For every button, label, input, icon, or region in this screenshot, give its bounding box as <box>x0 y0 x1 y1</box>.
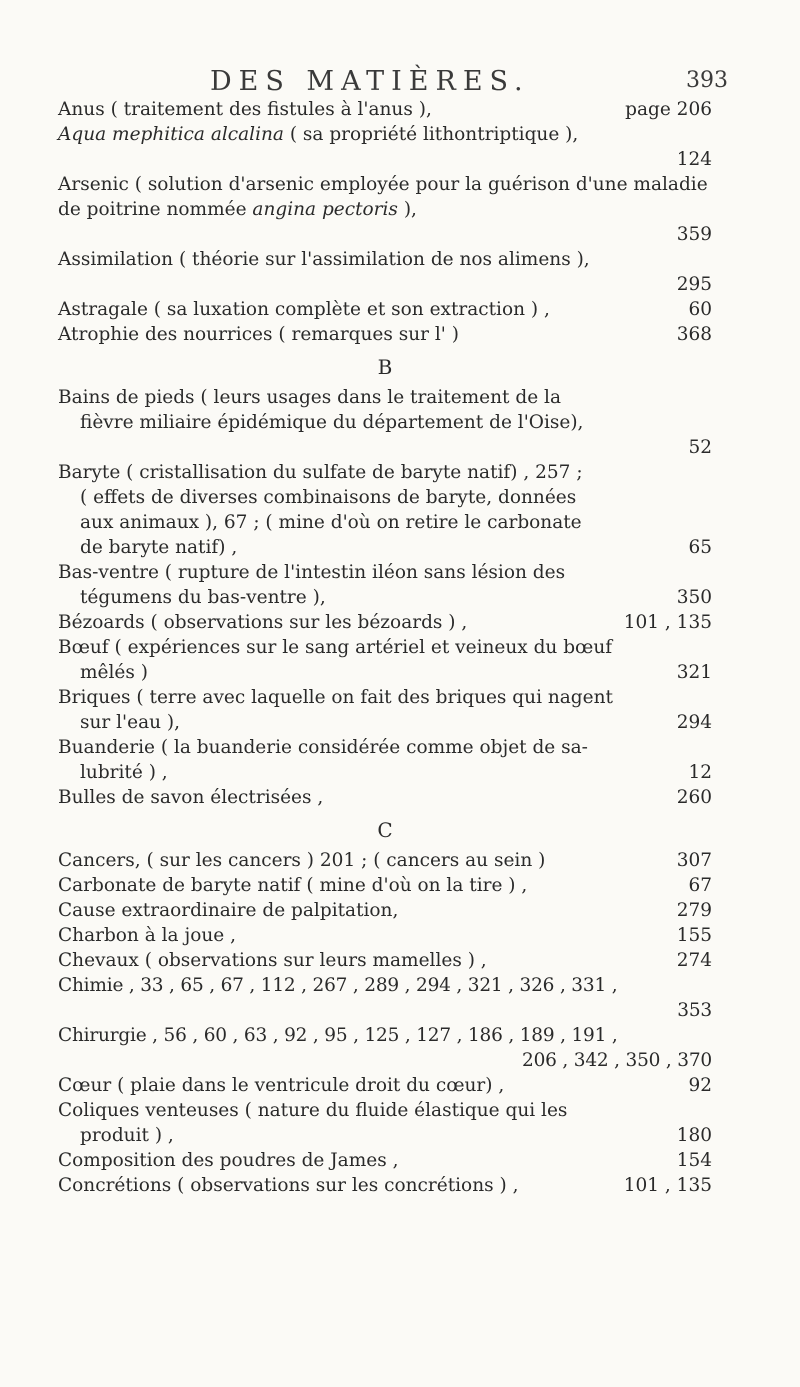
entry-line: ( effets de diverses combinaisons de baryte, données <box>80 487 577 508</box>
index-entry <box>58 735 712 785</box>
entry-ref: 279 <box>676 900 712 921</box>
index-entry <box>58 848 712 873</box>
index-entry <box>58 685 712 735</box>
index-entry <box>58 873 712 898</box>
entry-line: Composition des poudres de James , <box>58 1150 399 1171</box>
entry-ref: 206 , 342 , 350 , 370 <box>522 1050 712 1071</box>
entry-line: 350 tégumens du bas-ventre ), <box>80 587 712 608</box>
entry-line: Concrétions ( observations sur les concrétions ) , <box>58 1175 519 1196</box>
entry-ref: 359 <box>676 224 712 245</box>
entry-ref: 321 <box>676 662 712 683</box>
entry-line: 180 produit ) , <box>80 1125 712 1146</box>
entry-line: aux animaux ), 67 ; ( mine d'où on retire le carbonate <box>80 512 582 533</box>
entry-ref: 12 <box>688 762 712 783</box>
entry-line: Bas-ventre ( rupture de l'intestin iléon sans lésion des <box>58 562 566 583</box>
entry-text: ( sa propriété lithontriptique ), <box>283 124 579 145</box>
section-letter-c: C <box>377 818 393 842</box>
entry-ref: 368 <box>676 324 712 345</box>
entry-line: Cause extraordinaire de palpitation, <box>58 900 399 921</box>
index-entry <box>58 122 712 172</box>
entry-ref: 274 <box>676 950 712 971</box>
entry-ref: 92 <box>688 1075 712 1096</box>
entry-ref: 260 <box>676 787 712 808</box>
entry-ref: 294 <box>676 712 712 733</box>
entry-line: Bézoards ( observations sur les bézoards ) , <box>58 612 468 633</box>
entry-line: Briques ( terre avec laquelle on fait des briques qui nagent <box>58 687 613 708</box>
entry-line: Charbon à la joue , <box>58 925 236 946</box>
entry-line: Chirurgie , 56 , 60 , 63 , 92 , 95 , 125 , 127 , 186 , 189 , 191 , <box>58 1025 618 1046</box>
entry-italic: Aqua mephitica alcalina <box>58 124 284 145</box>
index-entry <box>58 385 712 460</box>
index-entry <box>58 785 712 810</box>
page-number: 393 <box>686 68 728 93</box>
index-entry <box>58 1148 712 1173</box>
entry-line: Chimie , 33 , 65 , 67 , 112 , 267 , 289 , 294 , 321 , 326 , 331 , <box>58 975 618 996</box>
entry-text: Astragale ( sa luxation complète et son extraction ) , <box>58 299 550 320</box>
index-entry <box>58 610 712 635</box>
entry-line: 294 sur l'eau ), <box>80 712 712 733</box>
entry-ref: 65 <box>688 537 712 558</box>
entry-ref: 155 <box>676 925 712 946</box>
entry-line: Bœuf ( expériences sur le sang artériel et veineux du bœuf <box>58 637 613 658</box>
entry-text: Anus ( traitement des fistules à l'anus ), <box>58 99 432 120</box>
index-entry <box>58 1073 712 1098</box>
entry-ref: 67 <box>688 875 712 896</box>
index-entry <box>58 948 712 973</box>
entry-line: 12 lubrité ) , <box>80 762 712 783</box>
index-entry <box>58 97 712 122</box>
running-header <box>210 66 728 97</box>
entry-text: Assimilation ( théorie sur l'assimilation de nos alimens ), <box>58 249 590 270</box>
entry-ref: 180 <box>676 1125 712 1146</box>
entry-line: Carbonate de baryte natif ( mine d'où on la tire ) , <box>58 875 528 896</box>
index-entry <box>58 898 712 923</box>
entry-ref: 350 <box>676 587 712 608</box>
entry-ref: 295 <box>676 274 712 295</box>
entry-text: Arsenic ( solution d'arsenic employée pour la guérison d'une maladie de poitrine nommée <box>58 174 708 220</box>
entry-ref: page 206 <box>625 99 712 120</box>
index-entry <box>58 1023 712 1073</box>
index-entries <box>58 97 712 1198</box>
entry-text: ), <box>397 199 417 220</box>
index-entry <box>58 1173 712 1198</box>
entry-line: fièvre miliaire épidémique du département de l'Oise), <box>80 412 584 433</box>
index-entry <box>58 247 712 297</box>
entry-line: Cancers, ( sur les cancers ) 201 ; ( cancers au sein ) <box>58 850 546 871</box>
entry-line: Baryte ( cristallisation du sulfate de baryte natif) , 257 ; <box>58 462 583 483</box>
entry-line: 321 mêlés ) <box>80 662 712 683</box>
entry-line: Cœur ( plaie dans le ventricule droit du cœur) , <box>58 1075 505 1096</box>
index-entry <box>58 460 712 560</box>
entry-text: Atrophie des nourrices ( remarques sur l' ) <box>58 324 459 345</box>
entry-line: Bains de pieds ( leurs usages dans le traitement de la <box>58 387 561 408</box>
entry-ref: 60 <box>688 299 712 320</box>
index-entry <box>58 635 712 685</box>
entry-line: Bulles de savon électrisées , <box>58 787 324 808</box>
entry-line: Chevaux ( observations sur leurs mamelles ) , <box>58 950 487 971</box>
entry-ref: 307 <box>676 850 712 871</box>
index-entry <box>58 973 712 1023</box>
index-entry <box>58 322 712 347</box>
entry-italic: angina pectoris <box>252 199 398 220</box>
section-letter-b: B <box>377 355 393 379</box>
entry-line: 65 de baryte natif) , <box>80 537 712 558</box>
index-entry <box>58 560 712 610</box>
index-entry <box>58 172 712 247</box>
entry-ref: 101 , 135 <box>623 612 712 633</box>
entry-line: Coliques venteuses ( nature du fluide élastique qui les <box>58 1100 568 1121</box>
index-entry <box>58 1098 712 1148</box>
index-entry <box>58 923 712 948</box>
entry-ref: 154 <box>676 1150 712 1171</box>
entry-ref: 52 <box>688 437 712 458</box>
index-entry <box>58 297 712 322</box>
entry-ref: 124 <box>676 149 712 170</box>
entry-ref: 353 <box>677 1000 712 1021</box>
entry-line: Buanderie ( la buanderie considérée comme objet de sa- <box>58 737 588 758</box>
entry-ref: 101 , 135 <box>623 1175 712 1196</box>
header-title: DES MATIÈRES. <box>210 66 530 97</box>
